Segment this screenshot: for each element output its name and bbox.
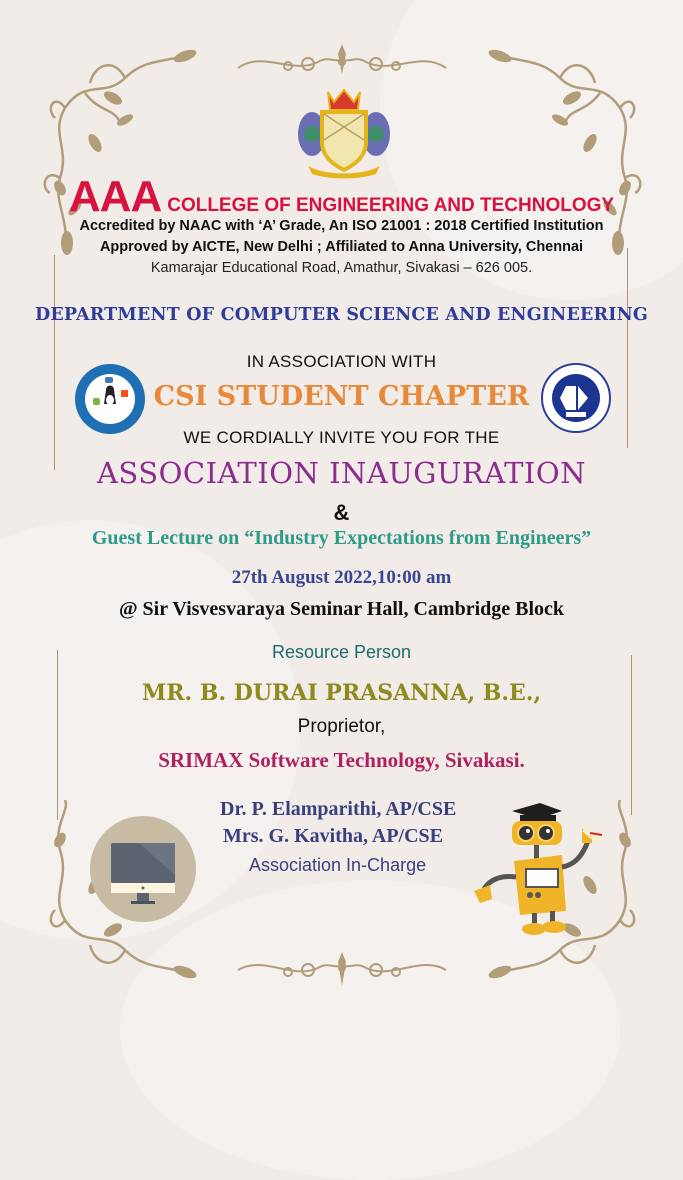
college-full-name: COLLEGE OF ENGINEERING AND TECHNOLOGY <box>167 195 615 216</box>
in-charge-label: Association In-Charge <box>249 855 427 875</box>
accreditation-text: Accredited by NAAC with ‘A’ Grade, An ISO 21001 : 2018 Certified Institution <box>79 218 604 234</box>
invitation-line: WE CORDIALLY INVITE YOU FOR THE <box>183 428 500 447</box>
resource-person-label: Resource Person <box>271 642 412 662</box>
resource-person-designation: Proprietor, <box>297 716 386 737</box>
event-datetime: 27th August 2022,10:00 am <box>231 567 452 588</box>
event-venue: @ Sir Visvesvaraya Seminar Hall, Cambridge Block <box>118 598 565 620</box>
college-short-name: AAA <box>68 172 162 221</box>
guest-lecture-title: Guest Lecture on “Industry Expectations from Engineers” <box>91 527 592 549</box>
department-title: DEPARTMENT OF COMPUTER SCIENCE AND ENGINEERING <box>34 305 649 325</box>
csi-chapter-title: CSI STUDENT CHAPTER <box>153 381 530 412</box>
college-emblem-icon <box>296 84 392 180</box>
flourish-top-icon <box>233 40 451 80</box>
flourish-bottom-icon <box>233 950 451 990</box>
event-title: ASSOCIATION INAUGURATION <box>96 456 587 490</box>
ampersand: & <box>333 500 350 525</box>
address-text: Kamarajar Educational Road, Amathur, Sivakasi – 626 005. <box>150 260 533 276</box>
in-charge-staff-2: Mrs. G. Kavitha, AP/CSE <box>223 825 444 847</box>
college-name <box>0 172 683 222</box>
approval-text: Approved by AICTE, New Delhi ; Affiliated to Anna University, Chennai <box>99 239 584 255</box>
in-association-with-label: IN ASSOCIATION WITH <box>246 352 437 371</box>
graduate-robot-icon <box>462 795 612 945</box>
resource-person-company: SRIMAX Software Technology, Sivakasi. <box>158 748 525 772</box>
in-charge-staff-1: Dr. P. Elamparithi, AP/CSE <box>220 798 457 820</box>
frame-line-right <box>627 248 628 448</box>
resource-person-name: MR. B. DURAI PRASANNA, B.E., <box>141 680 542 706</box>
computer-monitor-icon <box>89 815 197 923</box>
